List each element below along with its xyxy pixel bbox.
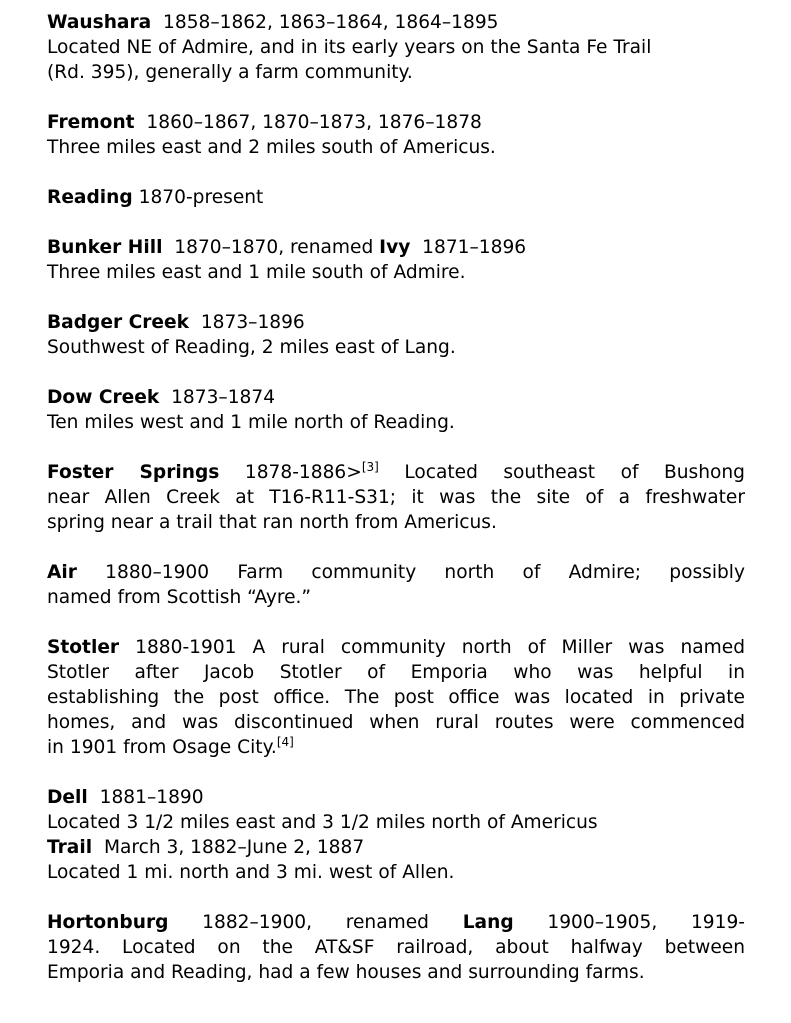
renamed-place-name: Ivy: [379, 237, 411, 258]
place-name: Air: [47, 562, 77, 583]
entry-hortonburg: [47, 910, 745, 985]
entry-badger-creek: [47, 310, 745, 360]
entry-heading: [47, 635, 745, 660]
entry-heading: [47, 10, 745, 35]
entry-description: Stotler after Jacob Stotler of Emporia who was helpful in: [47, 662, 745, 683]
entry-stotler: [47, 635, 745, 760]
entry-heading: [47, 310, 745, 335]
entry-waushara: [47, 10, 745, 85]
entry-reading: [47, 185, 745, 210]
entry-description: Farm community north of Admire; possibly: [237, 562, 745, 583]
entry-description: Ten miles west and 1 mile north of Reading.: [47, 412, 455, 433]
entry-description: spring near a trail that ran north from Americus.: [47, 512, 497, 533]
entry-heading: [47, 185, 745, 210]
entry-description-last: [47, 735, 745, 760]
entry-heading: [47, 560, 745, 585]
entry-heading: [47, 460, 745, 485]
entry-description: in 1901 from Osage City.: [47, 737, 277, 758]
place-dates: 1873–1896: [200, 312, 305, 333]
renamed-place-dates: 1871–1896: [422, 237, 527, 258]
renamed-place-dates: 1900–1905, 1919-: [547, 912, 745, 933]
entry-description: Three miles east and 2 miles south of Americus.: [47, 137, 496, 158]
place-name: Stotler: [47, 637, 120, 658]
place-name: Fremont: [47, 112, 135, 133]
place-dates: 1881–1890: [99, 787, 204, 808]
place-dates: 1870–1870, renamed: [174, 237, 374, 258]
entry-bunker-hill: [47, 235, 745, 285]
footnote-ref: [3]: [361, 460, 379, 474]
entry-dow-creek: [47, 385, 745, 435]
entry-description: A rural community north of Miller was named: [252, 637, 745, 658]
place-dates: 1873–1874: [171, 387, 276, 408]
place-dates: 1878-1886>: [244, 462, 362, 483]
place-dates: March 3, 1882–June 2, 1887: [103, 837, 365, 858]
entry-description: Located southeast of Bushong: [404, 462, 745, 483]
entry-description: named from Scottish “Ayre.”: [47, 587, 312, 608]
entry-description: near Allen Creek at T16-R11-S31; it was the site of a freshwater: [47, 487, 745, 508]
entry-foster-springs: [47, 460, 745, 535]
place-dates: 1870-present: [138, 187, 264, 208]
place-name: Foster Springs: [47, 462, 220, 483]
entry-heading: [47, 110, 745, 135]
place-dates: 1860–1867, 1870–1873, 1876–1878: [146, 112, 482, 133]
entry-description: Emporia and Reading, had a few houses and surrounding farms.: [47, 962, 645, 983]
document-page: [47, 10, 745, 1010]
renamed-place-name: Lang: [462, 912, 514, 933]
entry-description: homes, and was discontinued when rural routes were commenced: [47, 712, 745, 733]
entry-fremont: [47, 110, 745, 160]
entry-description: 1924. Located on the AT&SF railroad, about halfway between: [47, 937, 745, 958]
entry-heading: [47, 785, 745, 810]
entry-heading: [47, 910, 745, 935]
entry-description: Southwest of Reading, 2 miles east of Lang.: [47, 337, 456, 358]
entry-heading: [47, 385, 745, 410]
place-name: Badger Creek: [47, 312, 189, 333]
place-dates: 1880–1900: [105, 562, 210, 583]
entry-description: (Rd. 395), generally a farm community.: [47, 62, 413, 83]
entry-description: Located 3 1/2 miles east and 3 1/2 miles north of Americus: [47, 812, 598, 833]
place-name: Waushara: [47, 12, 152, 33]
entry-dell: [47, 785, 745, 835]
place-name: Dell: [47, 787, 88, 808]
place-dates: 1880-1901: [135, 637, 237, 658]
entry-air: [47, 560, 745, 610]
place-name: Trail: [47, 837, 93, 858]
footnote-ref: [4]: [276, 735, 294, 749]
place-name: Reading: [47, 187, 133, 208]
entry-trail: [47, 835, 745, 885]
place-dates: 1858–1862, 1863–1864, 1864–1895: [163, 12, 499, 33]
entry-description: Three miles east and 1 mile south of Admire.: [47, 262, 466, 283]
place-dates: 1882–1900, renamed: [202, 912, 429, 933]
entry-heading: [47, 235, 745, 260]
entry-description: Located 1 mi. north and 3 mi. west of Allen.: [47, 862, 455, 883]
entry-heading: [47, 835, 745, 860]
entry-description: establishing the post office. The post office was located in private: [47, 687, 745, 708]
place-name: Bunker Hill: [47, 237, 163, 258]
entry-description: Located NE of Admire, and in its early years on the Santa Fe Trail: [47, 37, 652, 58]
place-name: Hortonburg: [47, 912, 169, 933]
place-name: Dow Creek: [47, 387, 160, 408]
